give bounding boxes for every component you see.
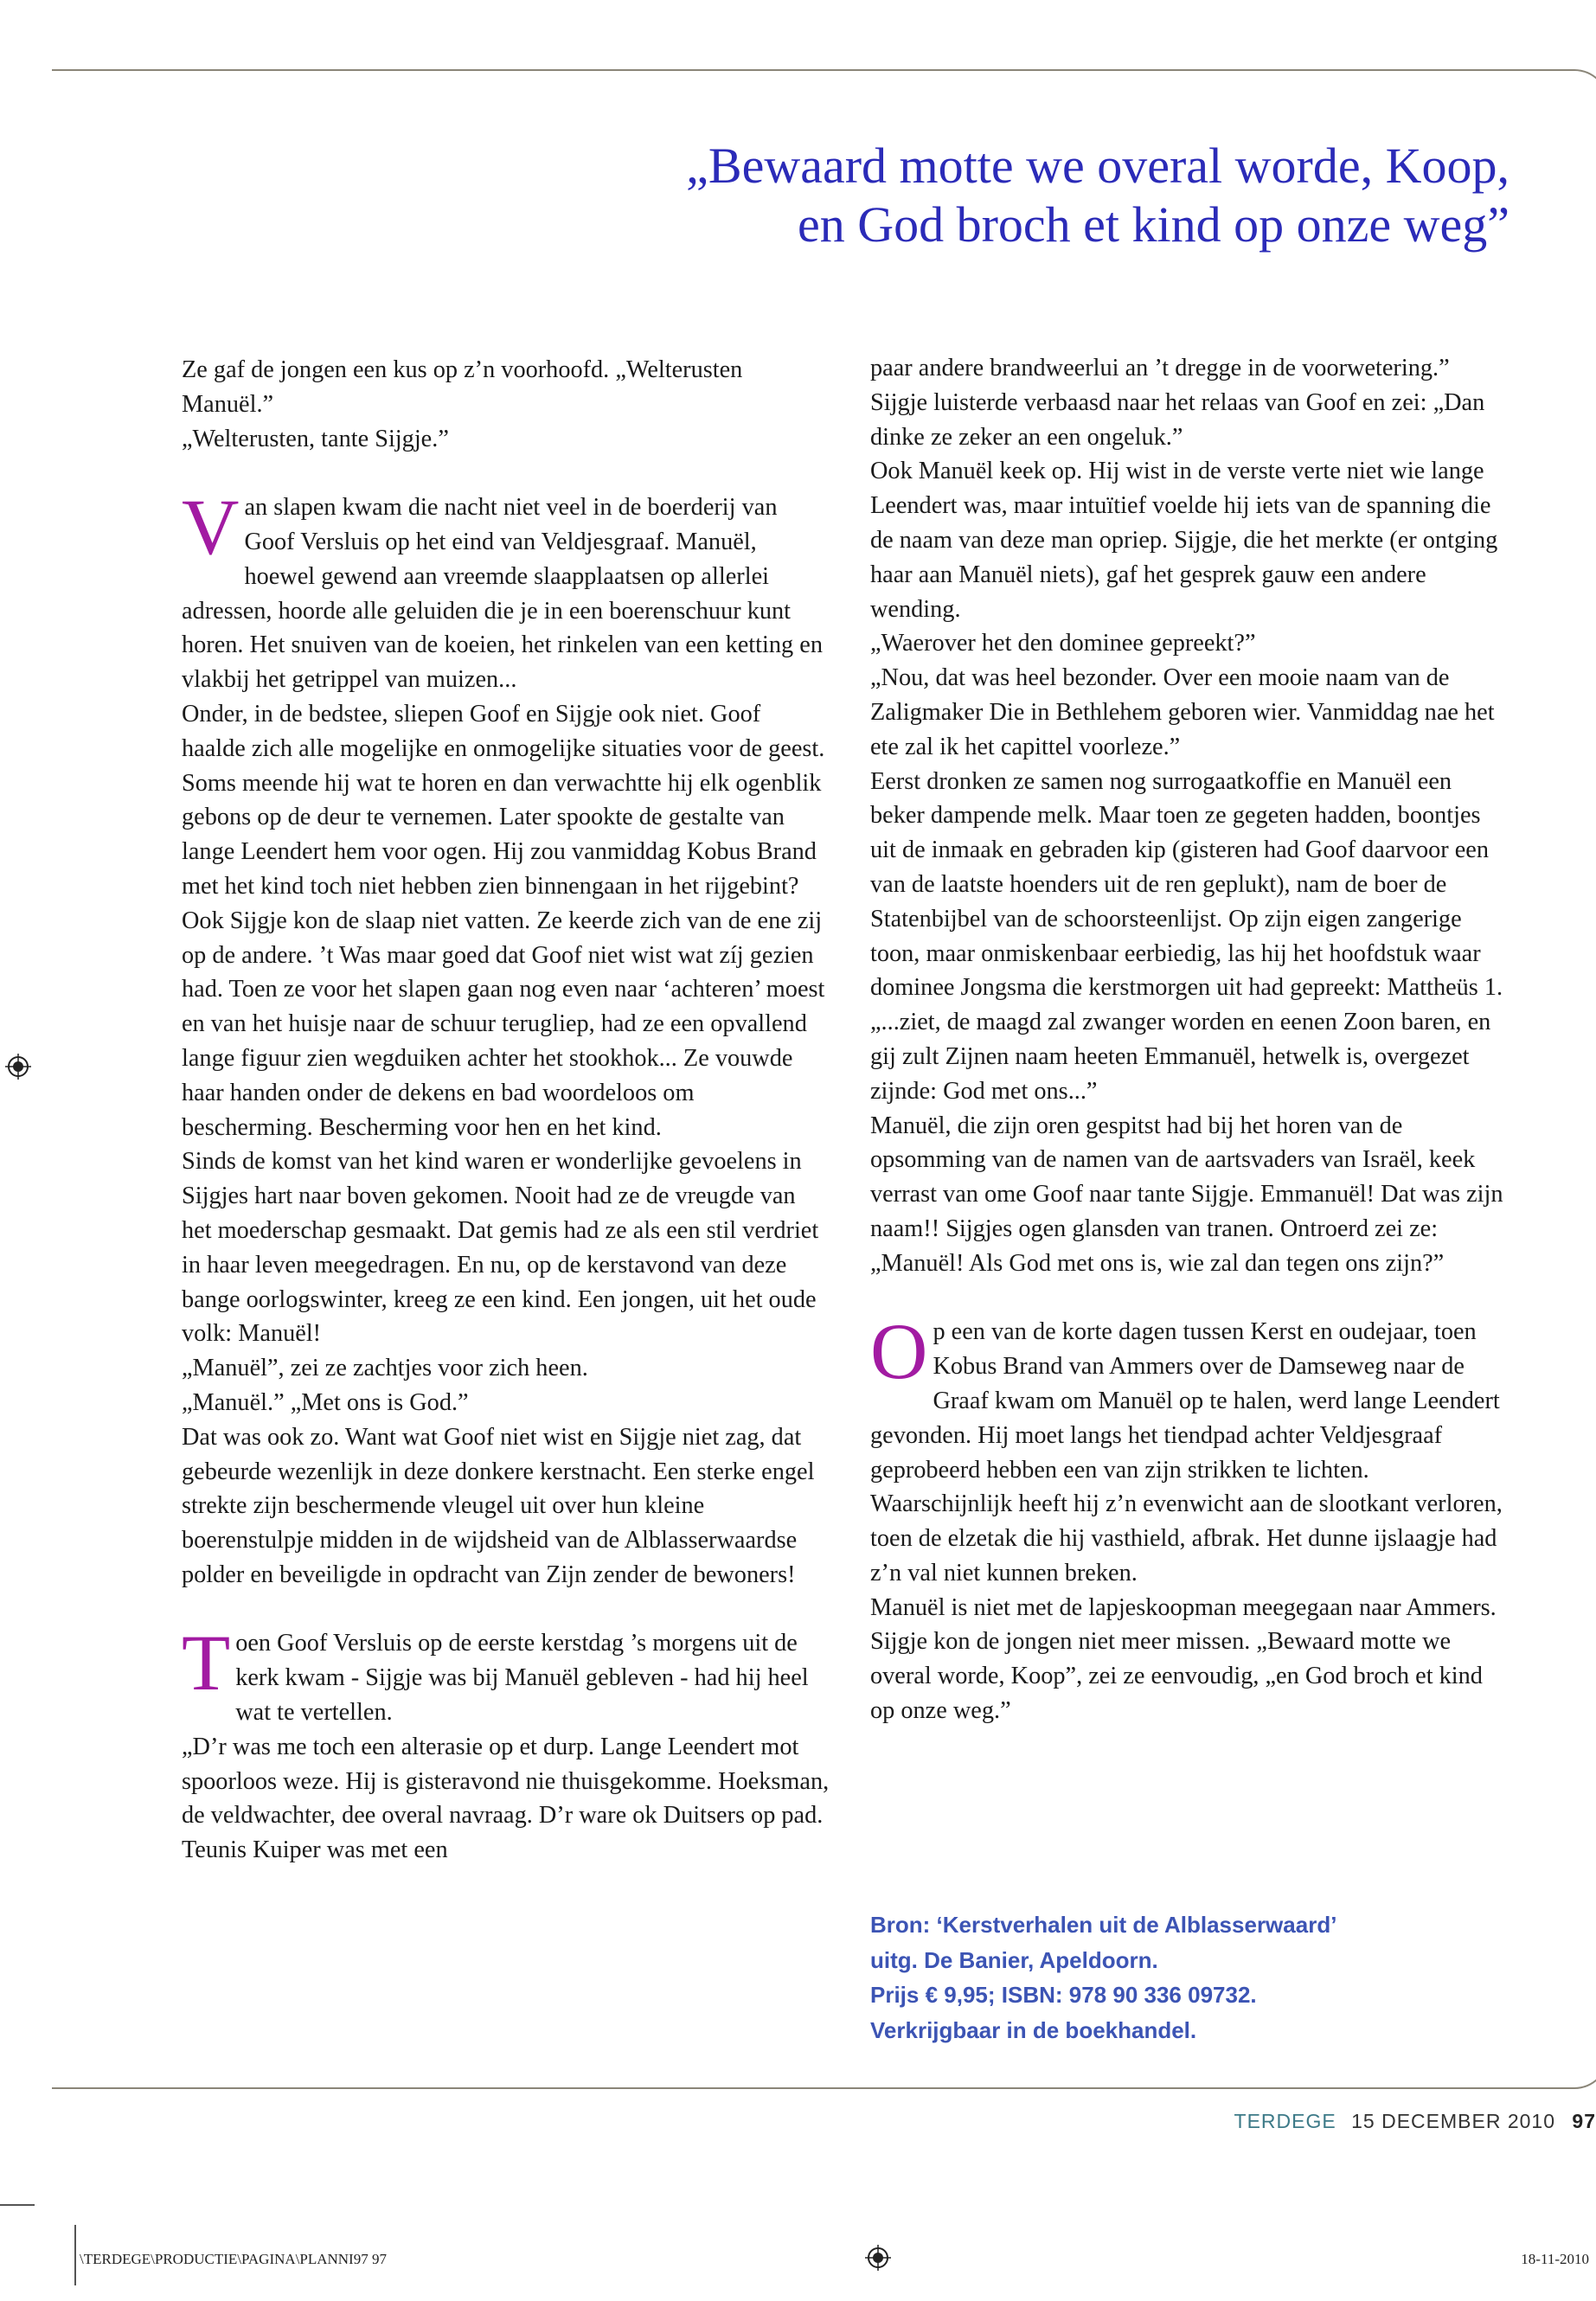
headline (686, 137, 1509, 254)
drop-cap: V (182, 483, 240, 572)
body-paragraph: Ook Sijgje kon de slaap niet vatten. Ze keerde zich van de ene zij op de andere. ’t Was maar goed dat Goof niet wist wat zíj gezien had. Toen ze voor het slapen gaan nog even naar ‘achteren’ moest en van het huisje naar de schuur terugliep, had ze een opvallend lange figuur zien wegduiken achter het stookhok... Ze vouwde haar handen onder de dekens en bad woordeloos om bescherming. Bescherming voor hen en het kind. (182, 907, 825, 1141)
source-line: Verkrijgbaar in de boekhandel. (870, 2016, 1197, 2043)
body-paragraph: Manuël, die zijn oren gespitst had bij het horen van de opsomming van de namen van de aartsvaders van Israël, keek verrast van ome Goof naar tante Sijgje. Emmanuël! Dat was zijn naam!! Sijgjes ogen glansden van tranen. Ontroerd zei ze: „Manuël! Als God met ons is, wie zal dan tegen ons zijn?” (870, 1112, 1503, 1277)
headline-line-2: en God broch et kind op onze weg” (797, 196, 1509, 253)
page-number: 97 (1572, 2110, 1596, 2132)
source-box (870, 1907, 1510, 2048)
page-footer (1234, 2110, 1596, 2133)
drop-cap: T (182, 1618, 231, 1708)
issue-date: 15 DECEMBER 2010 (1351, 2110, 1556, 2132)
intro-paragraph: Ze gaf de jongen een kus op z’n voorhoofd. „Welterusten Manuël.” (182, 356, 743, 418)
body-paragraph: Manuël is niet met de lapjeskoopman meegegaan naar Ammers. Sijgje kon de jongen niet meer missen. „Bewaard motte we overal worde, Koop”, zei ze eenvoudig, „en God broch et kind op onze weg.” (870, 1593, 1497, 1725)
registration-mark-icon (865, 2245, 891, 2271)
body-paragraph: Onder, in de bedstee, sliepen Goof en Sijgje ook niet. Goof haalde zich alle mogelijke en onmogelijke situaties voor de geest. Soms meende hij wat te horen en dan verwachtte hij elk ogenblik gebons op de deur te vernemen. Later spookte de gestalte van lange Leendert hem voor ogen. Hij zou vanmiddag Kobus Brand met het kind toch niet hebben zien binnengaan in het rijgebint? (182, 700, 825, 900)
magazine-name: TERDEGE (1234, 2110, 1336, 2132)
body-paragraph: „Manuël.” „Met ons is God.” (182, 1388, 469, 1416)
body-paragraph: „D’r was me toch een alterasie op et durp. Lange Leendert mot spoorloos weze. Hij is gisteravond nie thuisgekomme. Hoeksman, de veldwachter, dee overal navraag. D’r ware ok Duitsers op pad. Teunis Kuiper was met een (182, 1733, 830, 1864)
body-paragraph: Ook Manuël keek op. Hij wist in de verste verte niet wie lange Leendert was, maar intuïtief voelde hij iets van de spanning die de naam van deze man opriep. Sijgje, die het merkte (er ontging haar aan Manuël niets), gaf het gesprek gauw een andere wending. (870, 458, 1498, 623)
section-2-first-paragraph: Toen Goof Versluis op de eerste kerstdag ’s morgens uit de kerk kwam - Sijgje was bij Manuël gebleven - had hij heel wat te vertellen. (182, 1618, 809, 1727)
body-paragraph: Sinds de komst van het kind waren er wonderlijke gevoelens in Sijgjes hart naar boven gekomen. Nooit had ze de vreugde van het moederschap gesmaakt. Dat gemis had ze als een stil verdriet in haar leven meegedragen. En nu, op de kerstavond van deze bange oorlogswinter, kreeg ze een kind. Een jongen, uit het oude volk: Manuël! (182, 1148, 819, 1348)
right-column (870, 351, 1510, 1728)
body-paragraph: paar andere brandweerlui an ’t dregge in de voorwetering.” (870, 355, 1450, 381)
intro-paragraph: „Welterusten, tante Sijgje.” (182, 425, 449, 452)
source-line: uitg. De Banier, Apeldoorn. (870, 1946, 1158, 1973)
body-paragraph: Dat was ook zo. Want wat Goof niet wist en Sijgje niet zag, dat gebeurde wezenlijk in deze donkere kerstnacht. Een sterke engel strekte zijn beschermende vleugel uit over hun kleine boerenstulpje midden in de wijdsheid van de Alblasserwaardse polder en beveiligde in opdracht van Zijn zender de bewoners! (182, 1423, 815, 1588)
drop-cap: O (870, 1307, 928, 1396)
slug-date: 18-11-2010 (1521, 2251, 1589, 2267)
crop-mark (0, 2204, 35, 2206)
bottom-rule (52, 2054, 1596, 2089)
source-line: Prijs € 9,95; ISBN: 978 90 336 09732. (870, 1982, 1257, 2008)
left-column (182, 353, 830, 1868)
slug-path: \TERDEGE\PRODUCTIE\PAGINA\PLANNI97 97 (80, 2251, 387, 2267)
section-1-first-paragraph: Van slapen kwam die nacht niet veel in de boerderij van Goof Versluis op het eind van Veldjesgraaf. Manuël, hoewel gewend aan vreemde slaapplaatsen op allerlei adressen, hoorde alle geluiden die je in een boerenschuur kunt horen. Het snuiven van de koeien, het rinkelen van een ketting en vlakbij het getrippel van muizen... (182, 483, 823, 694)
headline-line-1: „Bewaard motte we overal worde, Koop, (686, 138, 1509, 194)
source-line: Bron: ‘Kerstverhalen uit de Alblasserwaard’ (870, 1912, 1337, 1938)
registration-mark-icon (5, 1054, 31, 1080)
section-3-first-paragraph: Op een van de korte dagen tussen Kerst en oudejaar, toen Kobus Brand van Ammers over de Damseweg naar de Graaf kwam om Manuël op te halen, werd lange Leendert gevonden. Hij moet langs het tiendpad achter Veldjesgraaf geprobeerd hebben een van zijn strikken te lichten. Waarschijnlijk heeft hij z’n evenwicht aan de slootkant verloren, toen de elzetak die hij vasthield, afbrak. Het dunne ijslaagje had z’n val niet kunnen breken. (870, 1307, 1503, 1586)
body-paragraph: „Manuël”, zei ze zachtjes voor zich heen. (182, 1355, 588, 1382)
body-paragraph: „Waerover het den dominee gepreekt?” (870, 630, 1256, 657)
crop-mark (74, 2225, 76, 2285)
body-paragraph: Sijgje luisterde verbaasd naar het relaas van Goof en zei: „Dan dinke ze zeker an een ongeluk.” (870, 388, 1485, 451)
body-paragraph: Eerst dronken ze samen nog surrogaatkoffie en Manuël een beker dampende melk. Maar toen ze gegeten hadden, boontjes uit de inmaak en gebraden kip (gisteren had Goof daarvoor een van de laatste hoenders uit de ren geplukt), nam de boer de Statenbijbel van de schoorsteenlijst. Op zijn eigen zangerige toon, maar onmiskenbaar eerbiedig, las hij het hoofdstuk waar dominee Jongsma die kerstmorgen uit had gepreekt: Mattheüs 1. „...ziet, de maagd zal zwanger worden en eenen Zoon baren, en gij zult Zijnen naam heeten Emmanuël, hetwelk is, overgezet zijnde: God met ons...” (870, 767, 1503, 1105)
top-rule (52, 69, 1596, 104)
body-paragraph: „Nou, dat was heel bezonder. Over een mooie naam van de Zaligmaker Die in Bethlehem geboren wier. Vanmiddag nae het ete zal ik het capittel voorleze.” (870, 664, 1495, 760)
